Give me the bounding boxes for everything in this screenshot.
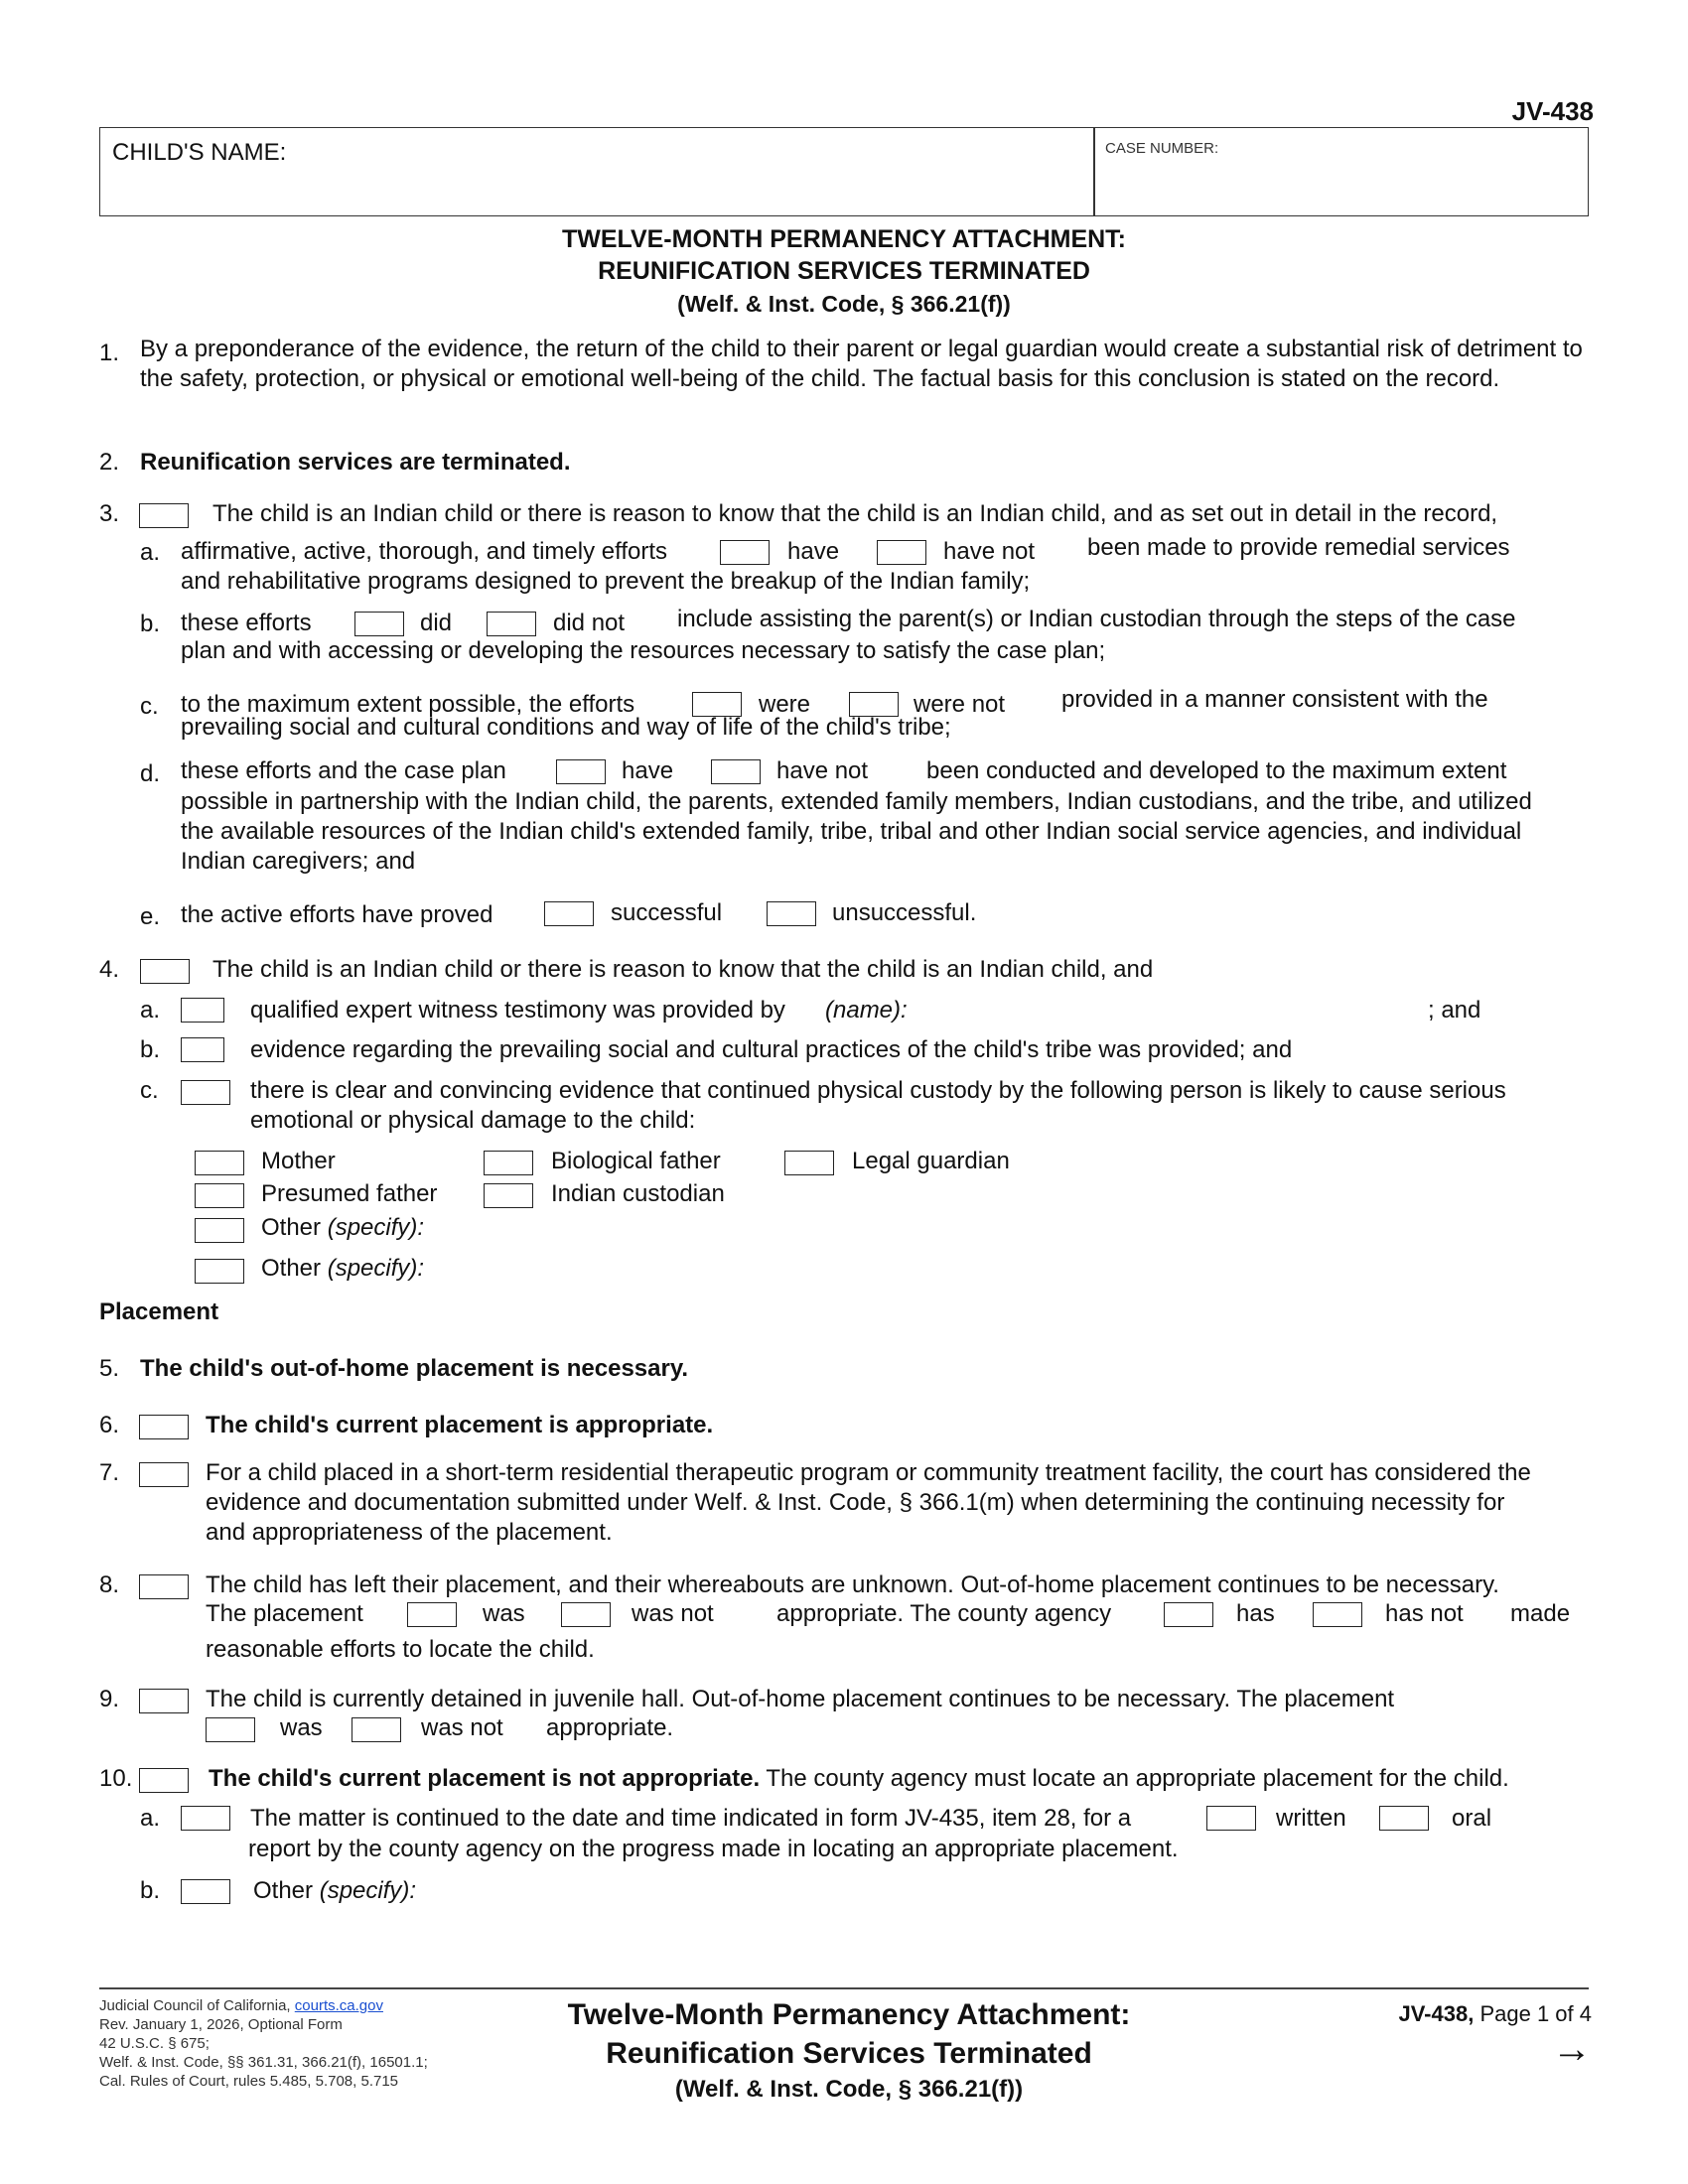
- item-6-text: The child's current placement is appropriate.: [206, 1412, 714, 1438]
- item-3c-text-2: provided in a manner consistent with the: [1061, 686, 1488, 713]
- item-10-rest-text: The county agency must locate an appropriate placement for the child.: [766, 1765, 1509, 1792]
- item-10a-written-checkbox[interactable]: [1206, 1806, 1256, 1831]
- item-1-text: By a preponderance of the evidence, the return of the child to their parent or legal guardian would create a substantial risk of detriment to the safety, protection, or physical or emotional well-being of the child. The factual basis for this conclusion is stated on the record.: [140, 336, 1583, 392]
- footer-council-text: Judicial Council of California,: [99, 1997, 291, 2014]
- item-5-number: 5.: [99, 1355, 120, 1382]
- item-8-placement-text: The placement: [206, 1600, 363, 1627]
- form-title-line2: REUNIFICATION SERVICES TERMINATED: [598, 257, 1090, 285]
- item-4a-checkbox[interactable]: [181, 998, 224, 1023]
- child-name-field[interactable]: [329, 136, 1083, 205]
- item-3e-letter: e.: [140, 903, 161, 930]
- item-3e-successful-label: successful: [611, 899, 723, 926]
- item-9-was-not-label: was not: [421, 1714, 503, 1741]
- form-title-line1: TWELVE-MONTH PERMANENCY ATTACHMENT:: [561, 225, 1127, 253]
- item-6-checkbox[interactable]: [139, 1415, 189, 1439]
- other-1-text: Other: [261, 1214, 322, 1241]
- item-3c-text: to the maximum extent possible, the efforts: [181, 691, 635, 718]
- item-10-checkbox[interactable]: [139, 1768, 189, 1793]
- item-8-was-checkbox[interactable]: [407, 1602, 457, 1627]
- item-10a-checkbox[interactable]: [181, 1806, 230, 1831]
- item-3e-unsuccessful-checkbox[interactable]: [767, 901, 816, 926]
- item-7-text-3: and appropriateness of the placement.: [206, 1519, 613, 1546]
- item-10a-text: The matter is continued to the date and time indicated in form JV-435, item 28, for a: [250, 1805, 1132, 1832]
- item-3b-did-not-label: did not: [553, 610, 626, 636]
- item-10a-written-label: written: [1276, 1805, 1346, 1832]
- other-2-checkbox[interactable]: [195, 1259, 244, 1284]
- footer-title-line1: Twelve-Month Permanency Attachment:: [567, 1998, 1131, 2031]
- item-3a-have-not-checkbox[interactable]: [877, 540, 926, 565]
- footer-wic: Welf. & Inst. Code, §§ 361.31, 366.21(f), 16501.1;: [99, 2054, 428, 2071]
- child-name-label: CHILD'S NAME:: [112, 139, 287, 166]
- item-5-text: The child's out-of-home placement is necessary.: [140, 1355, 689, 1382]
- item-10b-checkbox[interactable]: [181, 1879, 230, 1904]
- item-3c-were-not-label: were not: [914, 691, 1006, 718]
- item-4c-checkbox[interactable]: [181, 1080, 230, 1105]
- other-1-field[interactable]: [442, 1213, 1336, 1241]
- item-9-was-checkbox[interactable]: [206, 1717, 255, 1742]
- item-9-text-1: The child is currently detained in juvenile hall. Out-of-home placement continues to be necessary. The placement: [206, 1686, 1395, 1712]
- footer-rules: Cal. Rules of Court, rules 5.485, 5.708, 5.715: [99, 2073, 399, 2090]
- item-8-made-text: made: [1510, 1600, 1571, 1627]
- item-3e-unsuccessful-label: unsuccessful.: [832, 899, 977, 926]
- item-7-text-2: evidence and documentation submitted under Welf. & Inst. Code, § 366.1(m) when determining the continuing necessity for: [206, 1489, 1505, 1516]
- item-3d-text-2: been conducted and developed to the maximum extent: [926, 757, 1507, 784]
- item-3d-text-5: Indian caregivers; and: [181, 848, 416, 875]
- item-3b-text: these efforts: [181, 610, 312, 636]
- item-10a-text-2: report by the county agency on the progress made in locating an appropriate placement.: [248, 1836, 1179, 1862]
- footer-page-info: [1398, 2000, 1592, 2028]
- item-10-number: 10.: [99, 1765, 133, 1792]
- item-3b-did-checkbox[interactable]: [354, 612, 404, 636]
- item-8-text-3: reasonable efforts to locate the child.: [206, 1636, 595, 1663]
- item-8-was-not-label: was not: [632, 1600, 714, 1627]
- item-1-number: 1.: [99, 340, 120, 366]
- footer-revision: Rev. January 1, 2026, Optional Form: [99, 2016, 343, 2033]
- item-3d-text: these efforts and the case plan: [181, 757, 506, 784]
- item-10a-oral-label: oral: [1452, 1805, 1492, 1832]
- item-4a-text: qualified expert witness testimony was provided by: [250, 997, 785, 1024]
- item-7-number: 7.: [99, 1459, 120, 1486]
- item-3a-have-checkbox[interactable]: [720, 540, 770, 565]
- item-4-checkbox[interactable]: [140, 959, 190, 984]
- case-number-label: CASE NUMBER:: [1105, 140, 1219, 157]
- item-8-appropriate-text: appropriate. The county agency: [776, 1600, 1112, 1627]
- item-3d-have-not-label: have not: [776, 757, 869, 784]
- item-4c-text-2: emotional or physical damage to the child:: [250, 1107, 696, 1134]
- item-9-number: 9.: [99, 1686, 120, 1712]
- other-1-label: [261, 1213, 424, 1243]
- item-3a-have-not-label: have not: [943, 538, 1036, 565]
- item-8-has-not-label: has not: [1385, 1600, 1464, 1627]
- biological-father-checkbox[interactable]: [484, 1151, 533, 1175]
- item-3b-did-label: did: [420, 610, 453, 636]
- other-2-text: Other: [261, 1255, 322, 1282]
- item-2-text: Reunification services are terminated.: [140, 449, 571, 476]
- indian-custodian-label: Indian custodian: [551, 1180, 725, 1207]
- item-8-was-not-checkbox[interactable]: [561, 1602, 611, 1627]
- item-8-was-label: was: [483, 1600, 525, 1627]
- item-4c-letter: c.: [140, 1077, 159, 1104]
- item-3e-successful-checkbox[interactable]: [544, 901, 594, 926]
- item-2-number: 2.: [99, 449, 120, 476]
- item-3-number: 3.: [99, 500, 120, 527]
- item-9-was-not-checkbox[interactable]: [352, 1717, 401, 1742]
- item-10a-oral-checkbox[interactable]: [1379, 1806, 1429, 1831]
- footer-usc: 42 U.S.C. § 675;: [99, 2035, 210, 2052]
- item-4a-letter: a.: [140, 997, 161, 1024]
- legal-guardian-label: Legal guardian: [852, 1148, 1010, 1174]
- other-1-checkbox[interactable]: [195, 1218, 244, 1243]
- footer-page-number: Page 1 of 4: [1479, 2001, 1592, 2026]
- item-4c-text: there is clear and convincing evidence that continued physical custody by the following person is likely to cause serious: [250, 1077, 1506, 1104]
- mother-label: Mother: [261, 1148, 336, 1174]
- item-3a-text-3: and rehabilitative programs designed to prevent the breakup of the Indian family;: [181, 568, 1031, 595]
- item-8-checkbox[interactable]: [139, 1574, 189, 1599]
- item-10b-other: Other: [253, 1877, 314, 1904]
- other-2-specify: (specify):: [327, 1255, 425, 1282]
- item-10-text: [209, 1764, 1509, 1794]
- item-4-text: The child is an Indian child or there is reason to know that the child is an Indian child, and: [212, 956, 1154, 983]
- item-7-text-1: For a child placed in a short-term residential therapeutic program or community treatment facility, the court has considered the: [206, 1459, 1531, 1486]
- footer-rule: [99, 1987, 1589, 1989]
- item-3d-letter: d.: [140, 760, 161, 787]
- legal-guardian-checkbox[interactable]: [784, 1151, 834, 1175]
- footer-council: [99, 1996, 383, 2015]
- item-9-appropriate-text: appropriate.: [546, 1714, 674, 1741]
- item-4a-name-label: (name):: [825, 997, 908, 1024]
- footer-title-line2: Reunification Services Terminated: [606, 2037, 1092, 2070]
- item-7-checkbox[interactable]: [139, 1462, 189, 1487]
- item-3d-have-label: have: [622, 757, 674, 784]
- placement-heading: Placement: [99, 1298, 219, 1325]
- item-3a-text: affirmative, active, thorough, and timely efforts: [181, 538, 668, 565]
- mother-checkbox[interactable]: [195, 1151, 244, 1175]
- item-3c-letter: c.: [140, 693, 159, 720]
- item-4a-name-field[interactable]: [918, 996, 1415, 1024]
- item-8-has-checkbox[interactable]: [1164, 1602, 1213, 1627]
- form-title-line3: (Welf. & Inst. Code, § 366.21(f)): [677, 291, 1011, 317]
- item-3-text: The child is an Indian child or there is reason to know that the child is an Indian child, and as set out in detail in the record,: [212, 500, 1498, 527]
- item-3b-text-2: include assisting the parent(s) or Indian custodian through the steps of the case: [677, 606, 1516, 632]
- item-10b-letter: b.: [140, 1877, 161, 1904]
- header-divider: [1093, 128, 1095, 215]
- item-4b-checkbox[interactable]: [181, 1037, 224, 1062]
- item-10b-text: [253, 1876, 416, 1906]
- item-3c-text-3: prevailing social and cultural conditions and way of life of the child's tribe;: [181, 714, 951, 741]
- presumed-father-label: Presumed father: [261, 1180, 438, 1207]
- item-3d-have-not-checkbox[interactable]: [711, 759, 761, 784]
- item-8-number: 8.: [99, 1571, 120, 1598]
- presumed-father-checkbox[interactable]: [195, 1183, 244, 1208]
- item-3b-text-3: plan and with accessing or developing the resources necessary to satisfy the case plan;: [181, 637, 1106, 664]
- item-3a-have-label: have: [787, 538, 840, 565]
- footer-title-line3: (Welf. & Inst. Code, § 366.21(f)): [674, 2076, 1024, 2103]
- item-4-number: 4.: [99, 956, 120, 983]
- item-3c-were-label: were: [759, 691, 811, 718]
- other-2-field[interactable]: [442, 1254, 1336, 1282]
- indian-custodian-checkbox[interactable]: [484, 1183, 533, 1208]
- item-9-checkbox[interactable]: [139, 1689, 189, 1713]
- item-6-number: 6.: [99, 1412, 120, 1438]
- item-3a-text-2: been made to provide remedial services: [1087, 534, 1510, 561]
- item-3e-text: the active efforts have proved: [181, 901, 493, 928]
- case-number-field[interactable]: [1103, 162, 1580, 207]
- item-10b-specify: (specify):: [319, 1877, 417, 1904]
- item-10-bold-text: The child's current placement is not appropriate.: [209, 1765, 761, 1792]
- item-3d-have-checkbox[interactable]: [556, 759, 606, 784]
- item-8-has-label: has: [1236, 1600, 1275, 1627]
- item-3b-did-not-checkbox[interactable]: [487, 612, 536, 636]
- item-3d-text-3: possible in partnership with the Indian child, the parents, extended family members, Indian custodians, and the tribe, and utilized: [181, 788, 1532, 815]
- item-4b-letter: b.: [140, 1036, 161, 1063]
- item-10a-letter: a.: [140, 1805, 161, 1832]
- header-box: [99, 127, 1589, 216]
- item-4b-text: evidence regarding the prevailing social and cultural practices of the child's tribe was provided; and: [250, 1036, 1293, 1063]
- form-id: JV-438: [1511, 96, 1594, 126]
- item-8-has-not-checkbox[interactable]: [1313, 1602, 1362, 1627]
- item-3d-text-4: the available resources of the Indian child's extended family, tribe, tribal and other Indian social service agencies, and individual: [181, 818, 1522, 845]
- next-page-arrow-icon[interactable]: →: [1552, 2027, 1592, 2071]
- item-3b-letter: b.: [140, 611, 161, 637]
- other-1-specify: (specify):: [327, 1214, 425, 1241]
- other-2-label: [261, 1254, 424, 1284]
- item-4a-and: ; and: [1428, 997, 1481, 1024]
- biological-father-label: Biological father: [551, 1148, 721, 1174]
- footer-form-id: JV-438,: [1398, 2001, 1475, 2026]
- item-3a-letter: a.: [140, 539, 161, 566]
- item-9-was-label: was: [280, 1714, 323, 1741]
- item-3-checkbox[interactable]: [139, 503, 189, 528]
- item-10b-field[interactable]: [427, 1876, 1569, 1904]
- item-8-text-1: The child has left their placement, and their whereabouts are unknown. Out-of-home placement continues to be necessary.: [206, 1571, 1499, 1598]
- courts-link[interactable]: courts.ca.gov: [294, 1997, 383, 2014]
